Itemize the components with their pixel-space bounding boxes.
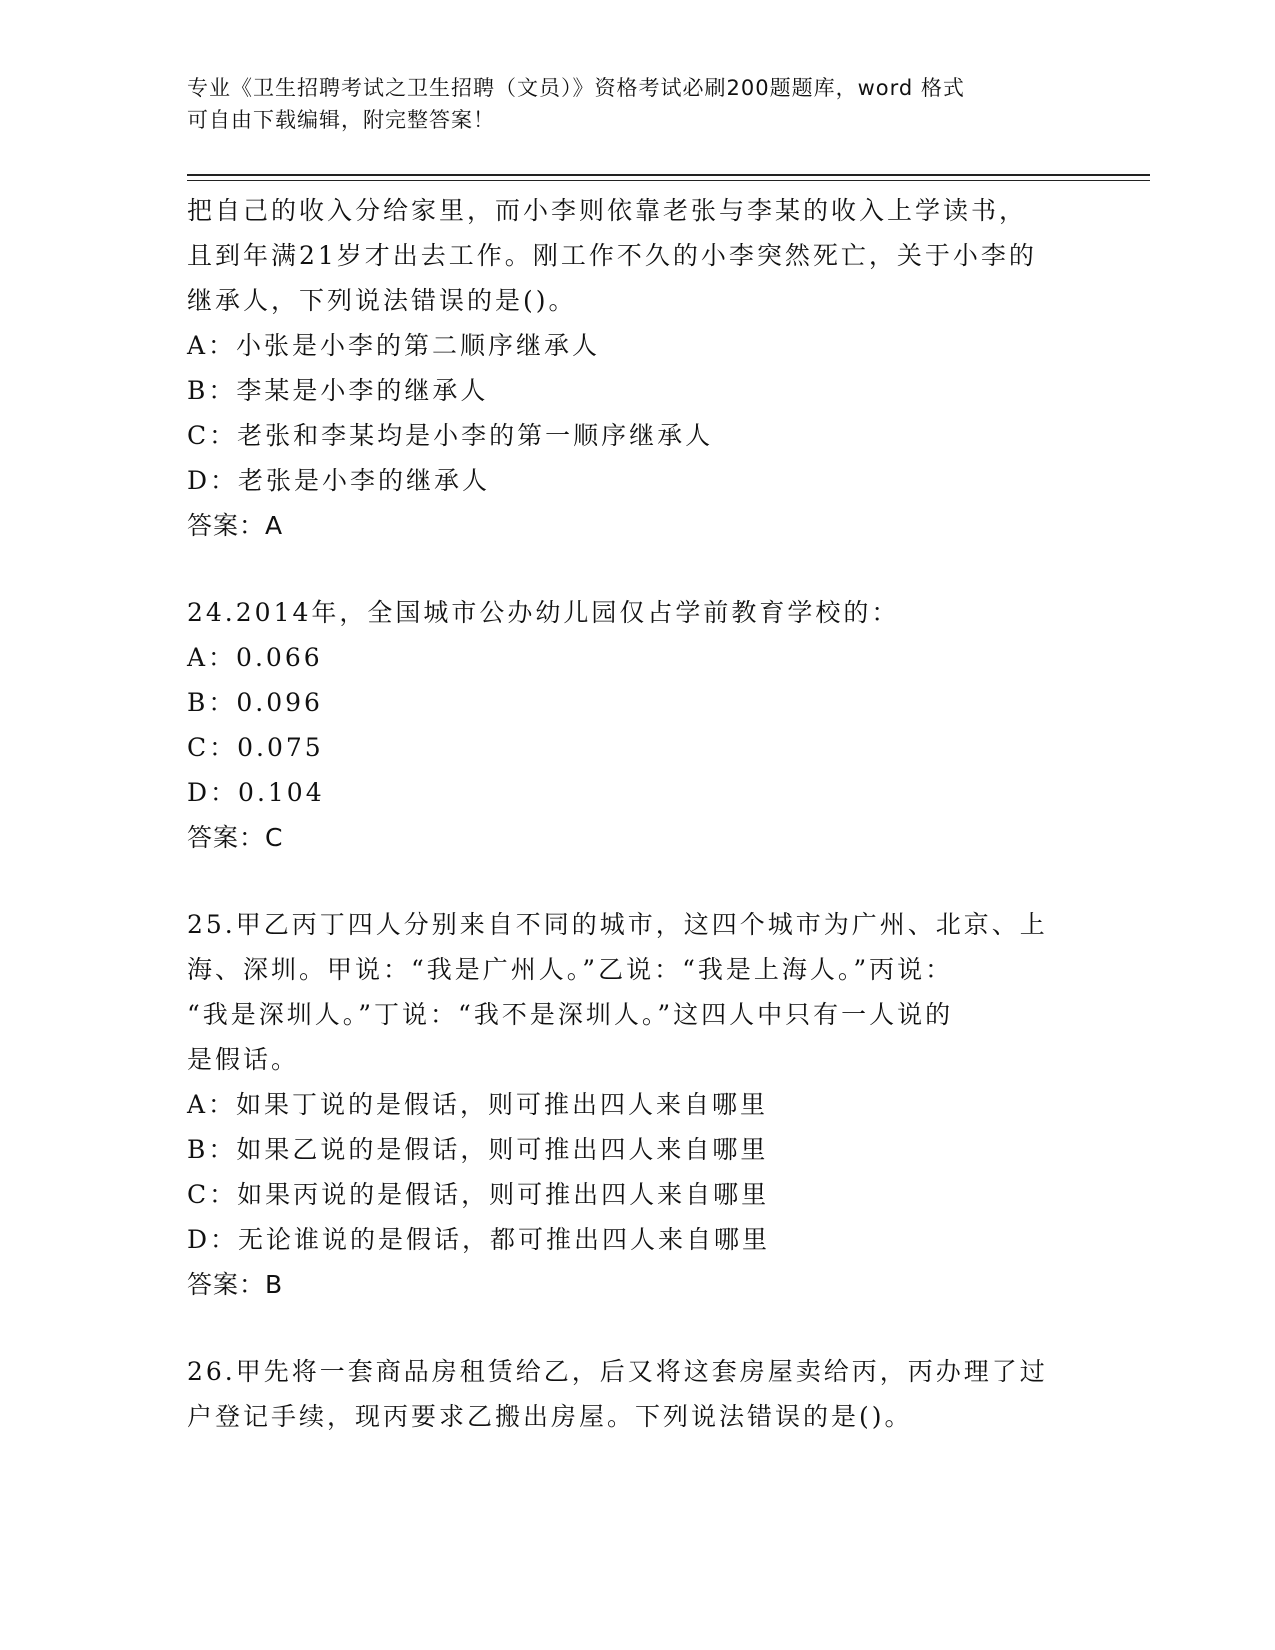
- question-text-line: 继承人，下列说法错误的是()。: [187, 286, 577, 315]
- question-text-line: 且到年满21岁才出去工作。刚工作不久的小李突然死亡，关于小李的: [187, 241, 1037, 270]
- header-divider-thick: [187, 174, 1150, 176]
- question-26: [187, 1349, 1087, 1439]
- option-a: A：0.066: [187, 643, 323, 672]
- option-c: C：老张和李某均是小李的第一顺序继承人: [187, 421, 714, 450]
- question-text-line: 是假话。: [187, 1045, 300, 1074]
- question-text-line: 24.2014年，全国城市公办幼儿园仅占学前教育学校的：: [187, 598, 900, 627]
- option-b: B：李某是小李的继承人: [187, 376, 489, 405]
- question-25: [187, 902, 1087, 1307]
- question-text-line: “我是深圳人。”丁说：“我不是深圳人。”这四人中只有一人说的: [187, 1000, 954, 1029]
- header-title-line-1: 专业《卫生招聘考试之卫生招聘（文员）》资格考试必刷200题题库，word 格式: [187, 76, 965, 100]
- option-d: D：老张是小李的继承人: [187, 466, 491, 495]
- question-text-line: 海、深圳。甲说：“我是广州人。”乙说：“我是上海人。”丙说：: [187, 955, 954, 984]
- question-text-line: 25.甲乙丙丁四人分别来自不同的城市，这四个城市为广州、北京、上: [187, 910, 1048, 939]
- option-b: B：如果乙说的是假话，则可推出四人来自哪里: [187, 1135, 769, 1164]
- answer-label: 答案：C: [187, 823, 284, 852]
- option-a: A：如果丁说的是假话，则可推出四人来自哪里: [187, 1090, 769, 1119]
- answer-label: 答案：B: [187, 1270, 284, 1299]
- option-d: D：无论谁说的是假话，都可推出四人来自哪里: [187, 1225, 771, 1254]
- question-text-line: 26.甲先将一套商品房租赁给乙，后又将这套房屋卖给丙，丙办理了过: [187, 1357, 1048, 1386]
- question-spacer: [187, 860, 1087, 902]
- question-text-line: 户登记手续，现丙要求乙搬出房屋。下列说法错误的是()。: [187, 1402, 913, 1431]
- header-title-line-2: 可自由下载编辑，附完整答案！: [187, 108, 495, 132]
- answer-label: 答案：A: [187, 511, 284, 540]
- document-header: [187, 72, 1067, 136]
- question-text-line: 把自己的收入分给家里，而小李则依靠老张与李某的收入上学读书，: [187, 196, 1028, 225]
- question-24: [187, 590, 1087, 860]
- option-d: D：0.104: [187, 778, 325, 807]
- document-body: [187, 188, 1087, 1439]
- header-divider-thin: [187, 180, 1150, 181]
- question-spacer: [187, 548, 1087, 590]
- question-23: [187, 188, 1087, 548]
- option-b: B：0.096: [187, 688, 323, 717]
- option-c: C：如果丙说的是假话，则可推出四人来自哪里: [187, 1180, 770, 1209]
- option-a: A：小张是小李的第二顺序继承人: [187, 331, 601, 360]
- question-spacer: [187, 1307, 1087, 1349]
- option-c: C：0.075: [187, 733, 324, 762]
